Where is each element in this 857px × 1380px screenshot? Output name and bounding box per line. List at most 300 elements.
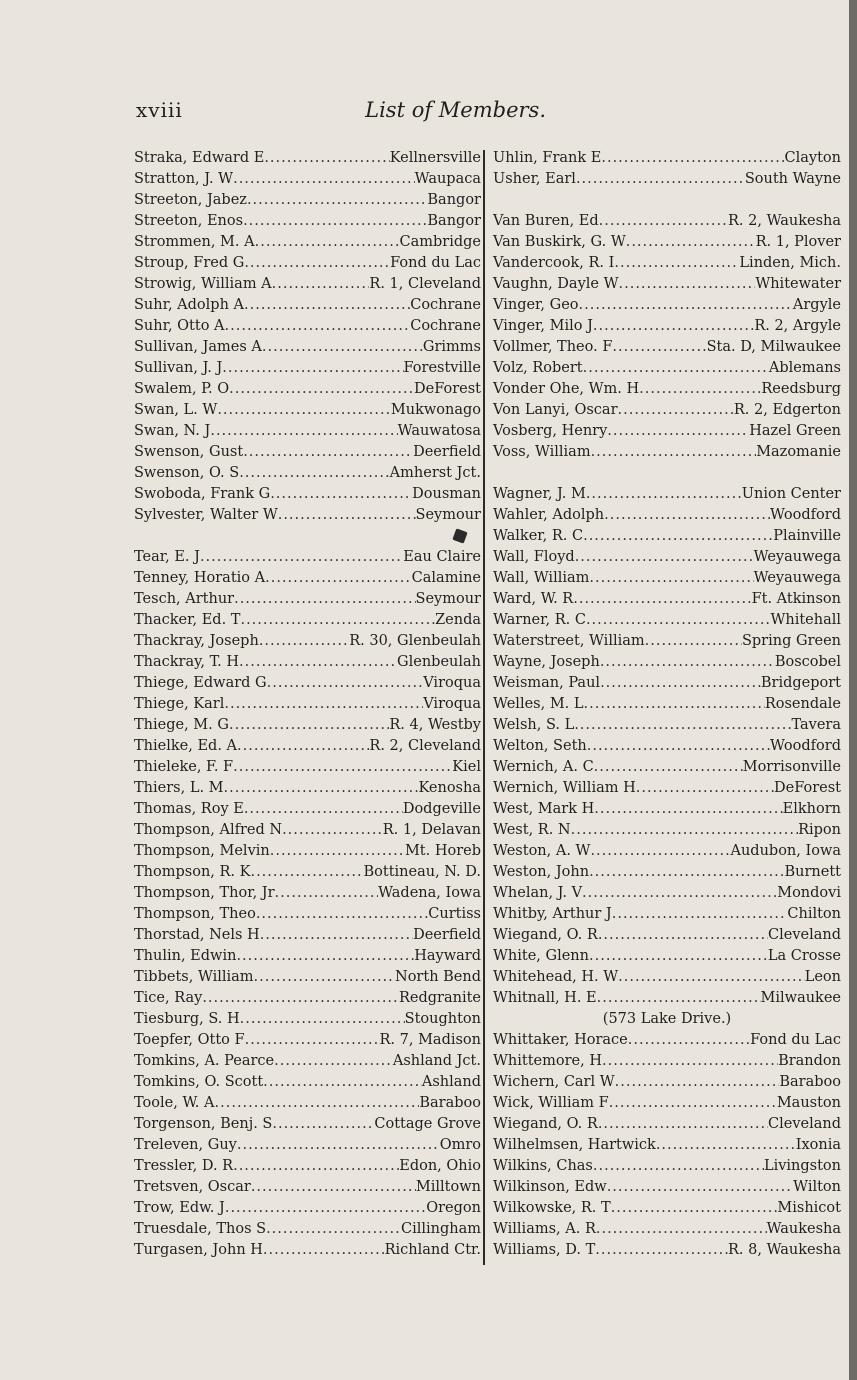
- member-location: Edon, Ohio: [399, 1158, 481, 1174]
- member-location: R. 30, Glenbeulah: [349, 633, 481, 649]
- member-name: Vosberg, Henry: [493, 423, 608, 439]
- leader-dots: [645, 631, 742, 652]
- member-name: Toole, W. A: [134, 1095, 215, 1111]
- leader-dots: [594, 757, 743, 778]
- leader-dots: [270, 484, 412, 505]
- ink-blot: [134, 526, 481, 547]
- leader-dots: [583, 526, 773, 547]
- member-entry: [493, 652, 841, 673]
- member-name: Thompson, Thor, Jr: [134, 885, 275, 901]
- member-entry: [134, 652, 481, 673]
- member-location: South Wayne: [744, 171, 841, 187]
- member-name: Wilkinson, Edw: [493, 1179, 607, 1195]
- member-location: Deerfield: [413, 927, 481, 943]
- member-location: R. 7, Madison: [379, 1032, 481, 1048]
- member-entry: [493, 1240, 841, 1261]
- member-location: Elkhorn: [782, 801, 841, 817]
- member-location: Ablemans: [768, 360, 841, 376]
- member-location: La Crosse: [767, 948, 841, 964]
- member-name: Whelan, J. V: [493, 885, 583, 901]
- member-name: Uhlin, Frank E: [493, 150, 602, 166]
- member-entry: [134, 169, 481, 190]
- member-name: Wagner, J. M: [493, 486, 586, 502]
- member-location: Hazel Green: [749, 423, 841, 439]
- member-entry: [493, 1135, 841, 1156]
- member-location: Woodford: [770, 738, 841, 754]
- member-location: Redgranite: [398, 990, 481, 1006]
- member-name: Wick, William F: [493, 1095, 609, 1111]
- leader-dots: [619, 274, 756, 295]
- leader-dots: [239, 652, 397, 673]
- member-location: Seymour: [415, 591, 481, 607]
- member-entry: [134, 946, 481, 967]
- leader-dots: [602, 1051, 778, 1072]
- member-location: Mauston: [776, 1095, 841, 1111]
- member-location: Waukesha: [766, 1221, 841, 1237]
- member-entry: [493, 631, 841, 652]
- member-name: Thomas, Roy E: [134, 801, 244, 817]
- member-location: Fond du Lac: [750, 1032, 841, 1048]
- member-name: Sullivan, James A: [134, 339, 262, 355]
- member-entry: [493, 211, 841, 232]
- member-entry: [493, 967, 841, 988]
- member-entry: [493, 715, 841, 736]
- leader-dots: [587, 736, 770, 757]
- member-location: R. 4, Westby: [389, 717, 481, 733]
- member-entry: [134, 232, 481, 253]
- member-location: DeForest: [414, 381, 481, 397]
- leader-dots: [243, 211, 427, 232]
- member-name: Thompson, R. K: [134, 864, 251, 880]
- member-location: Weyauwega: [753, 570, 841, 586]
- member-location: Stoughton: [404, 1011, 481, 1027]
- member-location: Seymour: [415, 507, 481, 523]
- member-name: Tiesburg, S. H: [134, 1011, 240, 1027]
- member-location: Waupaca: [414, 171, 481, 187]
- member-name: Welles, M. L: [493, 696, 584, 712]
- member-location: Wadena, Iowa: [378, 885, 481, 901]
- member-location: Ft. Atkinson: [751, 591, 841, 607]
- member-location: Richland Ctr.: [384, 1242, 481, 1258]
- leader-dots: [215, 1093, 420, 1114]
- member-name: Swoboda, Frank G: [134, 486, 271, 502]
- member-location: Boscobel: [774, 654, 841, 670]
- leader-dots: [611, 1198, 778, 1219]
- leader-dots: [574, 715, 791, 736]
- leader-dots: [217, 400, 391, 421]
- member-name: Streeton, Enos: [134, 213, 244, 229]
- member-entry: [493, 421, 841, 442]
- member-location: R. 8, Waukesha: [728, 1242, 841, 1258]
- member-location: Dousman: [412, 486, 481, 502]
- member-location: Bangor: [427, 192, 481, 208]
- member-name: Thiege, Edward G: [134, 675, 267, 691]
- member-entry: [493, 589, 841, 610]
- member-location: Spring Green: [741, 633, 841, 649]
- member-location: Viroqua: [423, 675, 481, 691]
- member-location: Grimms: [422, 339, 481, 355]
- member-name: Thompson, Alfred N: [134, 822, 283, 838]
- member-entry: [493, 337, 841, 358]
- member-entry: [134, 988, 481, 1009]
- member-name: Vonder Ohe, Wm. H: [493, 381, 640, 397]
- member-location: Ripon: [798, 822, 841, 838]
- leader-dots: [244, 253, 390, 274]
- leader-dots: [618, 400, 734, 421]
- leader-dots: [225, 1198, 426, 1219]
- column-divider: [483, 150, 485, 1265]
- member-name: Thorstad, Nels H: [134, 927, 260, 943]
- leader-dots: [274, 1051, 393, 1072]
- leader-dots: [263, 1072, 422, 1093]
- leader-dots: [590, 841, 730, 862]
- member-location: Bridgeport: [760, 675, 841, 691]
- leader-dots: [576, 169, 745, 190]
- member-entry: [493, 1156, 841, 1177]
- member-location: Cleveland: [768, 1116, 841, 1132]
- member-entry: [134, 1009, 481, 1030]
- member-name: Tibbets, William: [134, 969, 254, 985]
- member-entry: [493, 1114, 841, 1135]
- member-entry: [493, 925, 841, 946]
- member-location: Bangor: [427, 213, 481, 229]
- leader-dots: [575, 547, 754, 568]
- member-name: Warner, R. C: [493, 612, 586, 628]
- member-name: Stroup, Fred G: [134, 255, 245, 271]
- member-entry: [493, 1030, 841, 1051]
- member-name: Thackray, Joseph: [134, 633, 259, 649]
- member-entry: [134, 337, 481, 358]
- member-name: Straka, Edward E: [134, 150, 265, 166]
- member-entry: [493, 841, 841, 862]
- member-location: Cambridge: [399, 234, 481, 250]
- leader-dots: [607, 1177, 793, 1198]
- member-location: Kiel: [452, 759, 481, 775]
- leader-dots: [636, 778, 774, 799]
- member-entry: [134, 442, 481, 463]
- member-name: Welsh, S. L: [493, 717, 575, 733]
- member-name: Volz, Robert: [493, 360, 583, 376]
- member-entry: [134, 1156, 481, 1177]
- leader-dots: [264, 148, 389, 169]
- member-name: Whitehead, H. W: [493, 969, 619, 985]
- leader-dots: [210, 421, 397, 442]
- member-name: Tice, Ray: [134, 990, 203, 1006]
- member-entry: [493, 484, 841, 505]
- member-name: Treleven, Guy: [134, 1137, 237, 1153]
- member-name: Voss, William: [493, 444, 591, 460]
- member-location: R. 2, Waukesha: [728, 213, 841, 229]
- member-name: Weisman, Paul: [493, 675, 601, 691]
- member-entry: [493, 736, 841, 757]
- member-entry: [134, 883, 481, 904]
- member-name: West, R. N: [493, 822, 571, 838]
- member-entry: [134, 925, 481, 946]
- leader-dots: [579, 295, 793, 316]
- member-location: Baraboo: [419, 1095, 481, 1111]
- leader-dots: [233, 169, 415, 190]
- member-location: Hayward: [414, 948, 481, 964]
- member-name: Tenney, Horatio A: [134, 570, 266, 586]
- member-entry: [134, 421, 481, 442]
- member-name: Wilkowske, R. T: [493, 1200, 611, 1216]
- member-entry: [134, 904, 481, 925]
- leader-dots: [240, 610, 435, 631]
- left-member-column: [134, 148, 481, 1261]
- leader-dots: [259, 631, 349, 652]
- leader-dots: [586, 610, 771, 631]
- member-entry: [134, 1240, 481, 1261]
- leader-dots: [656, 1135, 796, 1156]
- member-name: Trow, Edw. J: [134, 1200, 225, 1216]
- member-name: Welton, Seth: [493, 738, 587, 754]
- leader-dots: [601, 148, 784, 169]
- member-location: North Bend: [395, 969, 481, 985]
- member-entry: [493, 673, 841, 694]
- leader-dots: [225, 316, 411, 337]
- member-entry: [134, 1177, 481, 1198]
- member-entry: [134, 757, 481, 778]
- member-entry: [493, 1198, 841, 1219]
- member-entry: [134, 1198, 481, 1219]
- member-location: Union Center: [741, 486, 841, 502]
- leader-dots: [229, 379, 414, 400]
- member-name: Von Lanyi, Oscar: [493, 402, 618, 418]
- member-location: Cleveland: [768, 927, 841, 943]
- member-location: Weyauwega: [753, 549, 841, 565]
- member-entry: [493, 946, 841, 967]
- member-name: Wall, William: [493, 570, 590, 586]
- member-name: Streeton, Jabez: [134, 192, 247, 208]
- member-location: Kenosha: [418, 780, 481, 796]
- leader-dots: [200, 547, 403, 568]
- member-location: Tavera: [791, 717, 841, 733]
- member-name: Tomkins, A. Pearce: [134, 1053, 275, 1069]
- leader-dots: [263, 1240, 385, 1261]
- leader-dots: [267, 673, 424, 694]
- member-name: Tomkins, O. Scott: [134, 1074, 264, 1090]
- member-name: Sullivan, J. J: [134, 360, 223, 376]
- leader-dots: [612, 337, 706, 358]
- member-entry: [493, 1177, 841, 1198]
- leader-dots: [256, 904, 428, 925]
- leader-dots: [573, 589, 751, 610]
- member-location: Curtiss: [428, 906, 481, 922]
- leader-dots: [612, 904, 788, 925]
- member-name: Vandercook, R. I: [493, 255, 615, 271]
- member-location: R. 1, Cleveland: [369, 276, 481, 292]
- member-name: Wernich, William H: [493, 780, 636, 796]
- member-location: R. 1, Delavan: [382, 822, 481, 838]
- member-name: Wichern, Carl W: [493, 1074, 615, 1090]
- member-name: Walker, R. C: [493, 528, 584, 544]
- member-entry: [134, 1093, 481, 1114]
- member-location: Wilton: [793, 1179, 841, 1195]
- member-entry: [134, 1072, 481, 1093]
- leader-dots: [596, 1219, 767, 1240]
- member-entry: [493, 274, 841, 295]
- member-entry: [134, 1114, 481, 1135]
- leader-dots: [595, 1240, 728, 1261]
- member-name: Suhr, Adolph A: [134, 297, 244, 313]
- member-name: Wiegand, O. R: [493, 927, 598, 943]
- leader-dots: [571, 820, 798, 841]
- member-name: Vollmer, Theo. F: [493, 339, 613, 355]
- member-name: Wayne, Joseph: [493, 654, 600, 670]
- leader-dots: [584, 694, 765, 715]
- member-location: Woodford: [770, 507, 841, 523]
- member-entry: [493, 799, 841, 820]
- member-entry: [493, 400, 841, 421]
- member-entry: [134, 400, 481, 421]
- member-entry: [493, 757, 841, 778]
- member-location: Oregon: [426, 1200, 481, 1216]
- member-name: Ward, W. R: [493, 591, 574, 607]
- member-name: Strommen, M. A: [134, 234, 255, 250]
- member-name: Weston, A. W: [493, 843, 591, 859]
- member-entry: [134, 820, 481, 841]
- member-entry: [134, 253, 481, 274]
- leader-dots: [586, 484, 742, 505]
- member-entry: [134, 568, 481, 589]
- member-entry: [493, 295, 841, 316]
- member-name: Thulin, Edwin: [134, 948, 237, 964]
- member-name: Swenson, O. S: [134, 465, 240, 481]
- member-location: Leon: [804, 969, 841, 985]
- member-location: Whitehall: [770, 612, 841, 628]
- page-title: List of Members.: [365, 98, 546, 122]
- address-continuation: (573 Lake Drive.): [602, 1011, 732, 1027]
- section-gap: [493, 463, 841, 484]
- member-location: Ixonia: [795, 1137, 841, 1153]
- member-entry: [134, 211, 481, 232]
- member-location: R. 1, Plover: [755, 234, 841, 250]
- member-entry: [493, 379, 841, 400]
- leader-dots: [600, 673, 761, 694]
- member-location: Plainville: [773, 528, 841, 544]
- member-entry: [493, 1219, 841, 1240]
- member-name: Wilkins, Chas: [493, 1158, 593, 1174]
- member-name: Whitby, Arthur J: [493, 906, 612, 922]
- member-name: Tesch, Arthur: [134, 591, 235, 607]
- member-name: Williams, A. R: [493, 1221, 596, 1237]
- member-name: Tressler, D. R: [134, 1158, 234, 1174]
- member-location: Sta. D, Milwaukee: [706, 339, 841, 355]
- leader-dots: [244, 295, 410, 316]
- member-location: Morrisonville: [742, 759, 841, 775]
- member-name: Suhr, Otto A: [134, 318, 225, 334]
- member-location: Milltown: [415, 1179, 481, 1195]
- member-location: Cochrane: [410, 318, 481, 334]
- page-edge: [849, 0, 857, 1380]
- member-name: Thompson, Melvin: [134, 843, 270, 859]
- member-name: Turgasen, John H: [134, 1242, 263, 1258]
- member-entry: [493, 610, 841, 631]
- member-entry: [134, 547, 481, 568]
- leader-dots: [237, 1135, 440, 1156]
- member-name: Vinger, Geo: [493, 297, 579, 313]
- member-entry: [134, 316, 481, 337]
- member-entry: [493, 568, 841, 589]
- member-location: Zenda: [435, 612, 481, 628]
- leader-dots: [236, 946, 414, 967]
- member-location: Linden, Mich.: [739, 255, 841, 271]
- member-entry: [493, 442, 841, 463]
- member-entry: [134, 1135, 481, 1156]
- leader-dots: [239, 463, 389, 484]
- member-entry: [134, 148, 481, 169]
- member-entry: [134, 1051, 481, 1072]
- member-name: White, Glenn: [493, 948, 589, 964]
- member-name: Strowig, William A: [134, 276, 272, 292]
- member-entry: [134, 715, 481, 736]
- member-entry: [134, 694, 481, 715]
- member-name: Van Buskirk, G. W: [493, 234, 626, 250]
- member-name: Williams, D. T: [493, 1242, 596, 1258]
- member-name: Whittemore, H: [493, 1053, 602, 1069]
- member-name: Van Buren, Ed: [493, 213, 599, 229]
- member-location: Mukwonago: [390, 402, 481, 418]
- member-location: Rosendale: [764, 696, 841, 712]
- member-location: Fond du Lac: [390, 255, 481, 271]
- member-location: R. 2, Argyle: [754, 318, 841, 334]
- leader-dots: [593, 1156, 764, 1177]
- member-name: Wall, Floyd: [493, 549, 575, 565]
- member-name: Whitnall, H. E: [493, 990, 597, 1006]
- leader-dots: [598, 1114, 768, 1135]
- leader-dots: [275, 883, 379, 904]
- member-entry: [134, 274, 481, 295]
- member-location: Bottineau, N. D.: [363, 864, 481, 880]
- member-location: DeForest: [774, 780, 841, 796]
- member-location: Baraboo: [779, 1074, 841, 1090]
- leader-dots: [589, 568, 753, 589]
- member-location: Omro: [439, 1137, 481, 1153]
- member-location: Milwaukee: [760, 990, 841, 1006]
- member-name: Wilhelmsen, Hartwick: [493, 1137, 656, 1153]
- leader-dots: [245, 1030, 380, 1051]
- member-name: Usher, Earl: [493, 171, 576, 187]
- member-name: Thacker, Ed. T: [134, 612, 241, 628]
- member-name: Weston, John: [493, 864, 590, 880]
- member-name: Thielke, Ed. A: [134, 738, 238, 754]
- leader-dots: [583, 358, 769, 379]
- member-entry: [493, 1093, 841, 1114]
- member-location: Livingston: [763, 1158, 841, 1174]
- leader-dots: [614, 253, 739, 274]
- leader-dots: [609, 1093, 777, 1114]
- leader-dots: [237, 736, 369, 757]
- member-entry: [134, 589, 481, 610]
- member-location: Mt. Horeb: [404, 843, 481, 859]
- member-location: Cochrane: [410, 297, 481, 313]
- leader-dots: [618, 967, 805, 988]
- leader-dots: [591, 442, 757, 463]
- member-location: Calamine: [411, 570, 481, 586]
- member-location: Brandon: [778, 1053, 841, 1069]
- member-location: Reedsburg: [761, 381, 841, 397]
- leader-dots: [260, 925, 413, 946]
- member-entry: [134, 484, 481, 505]
- leader-dots: [265, 568, 412, 589]
- member-name: Stratton, J. W: [134, 171, 234, 187]
- leader-dots: [233, 757, 452, 778]
- member-name: Waterstreet, William: [493, 633, 645, 649]
- leader-dots: [243, 442, 413, 463]
- leader-dots: [234, 589, 415, 610]
- member-entry: [493, 904, 841, 925]
- member-name: Thieleke, F. F: [134, 759, 234, 775]
